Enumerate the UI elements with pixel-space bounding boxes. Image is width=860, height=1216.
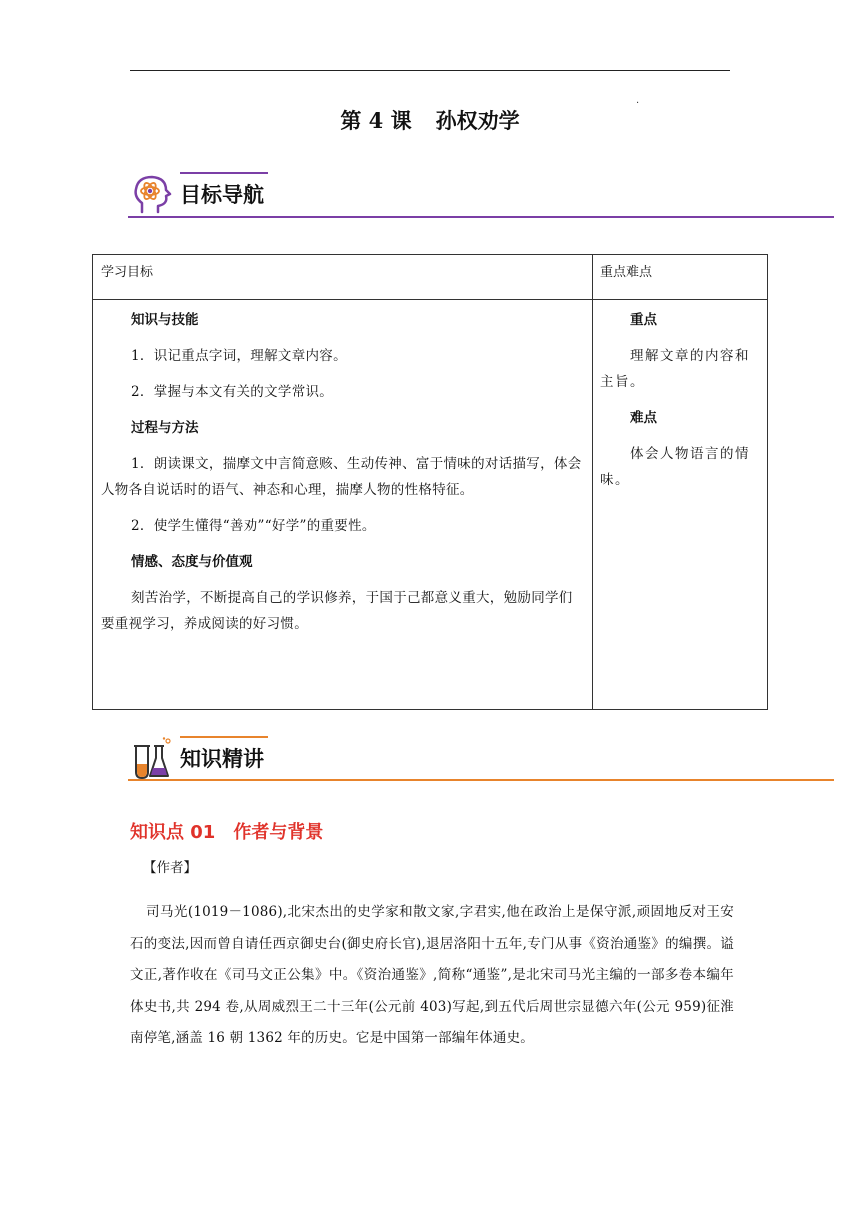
header-rule xyxy=(130,70,730,71)
section-knowledge-label: 知识精讲 xyxy=(180,747,264,771)
difficulty-heading: 难点 xyxy=(630,410,657,426)
key-point-text: 理解文章的内容和主旨。 xyxy=(600,348,750,390)
section-knowledge-deco xyxy=(180,736,268,738)
lesson-title: 孙权劝学 xyxy=(435,108,520,133)
header-dot: . xyxy=(636,95,640,106)
key-points-cell xyxy=(600,307,762,503)
header-key-points: 重点难点 xyxy=(600,265,653,280)
objectives-item: 2．使学生懂得“善劝”“好学”的重要性。 xyxy=(131,518,376,534)
objectives-heading-knowledge: 知识与技能 xyxy=(131,312,199,328)
section-goals-label: 目标导航 xyxy=(180,183,264,207)
table-divider-vertical xyxy=(592,255,593,709)
author-paragraph: 司马光(1019－1086),北宋杰出的史学家和散文家,字君实,他在政治上是保守派,顽固地反对王安石的变法,因而曾自请任西京御史台(御史府长官),退居洛阳十五年,专门从事《资治通鉴》的编撰。谥文正,著作收在《司马文正公集》中。《资治通鉴》,简称“通鉴”,是北宋司马光主编的一部多卷本编年体史书,共 294 卷,从周威烈王二十三年(公元前 403)写起,到五代后周世宗显德六年(公元 959)征淮南停笔,涵盖 16 朝 1362 年的历史。它是中国第一部编年体通史。 xyxy=(130,904,734,1046)
section-knowledge-rule xyxy=(128,779,834,781)
brain-head-icon xyxy=(128,172,174,218)
author-tag: 【作者】 xyxy=(143,860,197,876)
table-divider-horizontal xyxy=(93,299,767,300)
section-goals-rule xyxy=(128,216,834,218)
difficulty-text: 体会人物语言的情味。 xyxy=(600,446,750,488)
objectives-heading-emotion: 情感、态度与价值观 xyxy=(131,554,253,570)
objectives-item: 1．识记重点字词，理解文章内容。 xyxy=(131,348,347,364)
objectives-heading-process: 过程与方法 xyxy=(131,420,199,436)
lesson-number: 第 4 课 xyxy=(340,108,412,133)
objectives-item: 2．掌握与本文有关的文学常识。 xyxy=(131,384,334,400)
goal-table xyxy=(92,254,768,710)
section-goals-deco xyxy=(180,172,268,174)
objectives-item: 刻苦治学，不断提高自己的学识修养，于国于己都意义重大，勉励同学们要重视学习，养成阅读的好习惯。 xyxy=(101,590,573,632)
objectives-cell xyxy=(101,307,585,647)
knowledge-point-title xyxy=(130,818,323,844)
knowledge-point-number: 知识点 01 xyxy=(130,822,216,843)
page-title xyxy=(0,105,860,135)
lab-flask-icon xyxy=(128,736,174,782)
key-point-heading: 重点 xyxy=(630,312,657,328)
knowledge-point-name: 作者与背景 xyxy=(233,822,324,843)
header-learning-goals: 学习目标 xyxy=(101,265,154,280)
objectives-item: 1．朗读课文，揣摩文中言简意赅、生动传神、富于情味的对话描写，体会人物各自说话时的语气、神态和心理，揣摩人物的性格特征。 xyxy=(101,456,582,498)
